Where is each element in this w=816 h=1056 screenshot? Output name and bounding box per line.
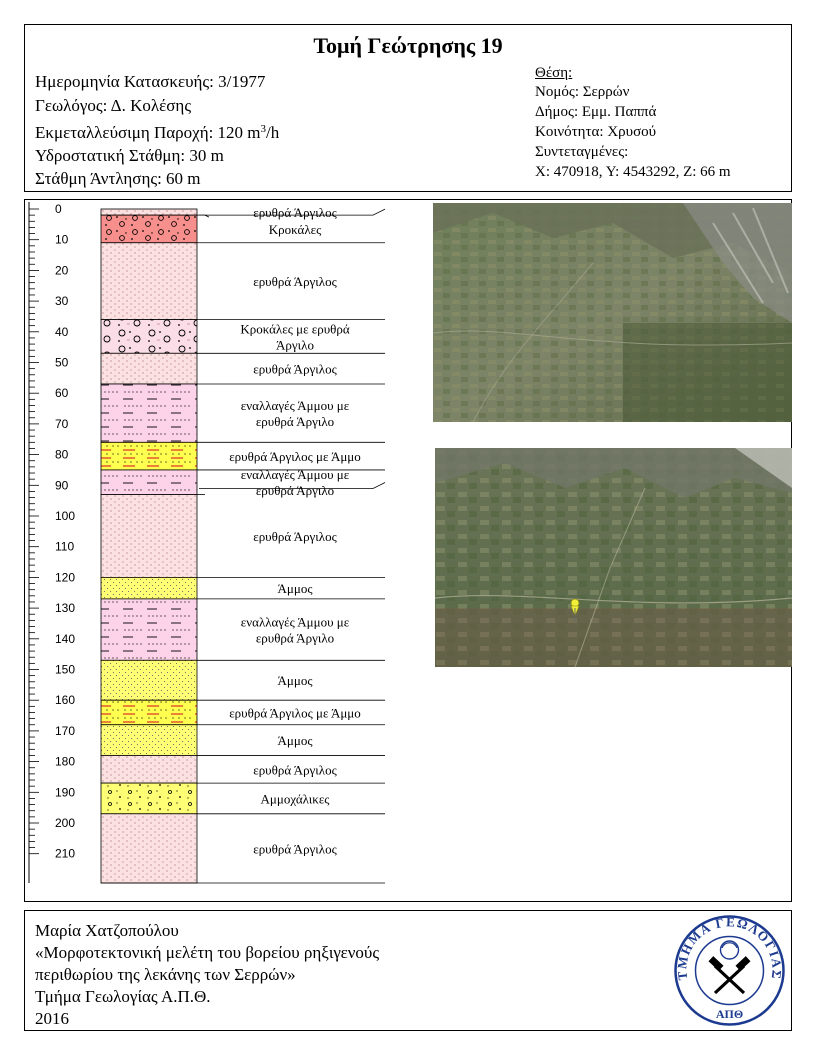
location-community: Κοινότητα: Χρυσού [535,124,657,140]
depth-tick-label: 0 [55,202,62,216]
location-heading: Θέση: [535,65,573,81]
stratum-label: ερυθρά Άργιλος [253,841,337,857]
location-prefecture: Νομός: Σερρών [535,84,630,100]
geologist: Γεωλόγος: Δ. Κολέσης [35,96,192,115]
stratum-label: ερυθρά Άργιλος [253,274,337,290]
construction-date: Ημερομηνία Κατασκευής: 3/1977 [35,72,266,91]
stratum-sand_clay [101,599,385,660]
stratum-label: ερυθρά Άργιλο [255,414,335,430]
depth-tick-label: 50 [55,355,69,370]
stratum-fill [101,814,197,883]
stratum-sand [101,660,385,700]
stratum-label: Άργιλο [276,337,314,353]
thesis-title-line2: περιθωρίου της λεκάνης των Σερρών» [35,965,296,984]
stratum-fill [101,755,197,783]
depth-tick-label: 20 [55,263,69,278]
stratum-label: ερυθρά Άργιλος [253,528,337,544]
stratum-fill [101,243,197,320]
stratum-label: ερυθρά Άργιλο [255,630,335,646]
stratum-fill [101,470,197,495]
stratum-clay_sand [101,442,385,470]
depth-tick-label: 100 [55,509,76,523]
stratum-fill [101,320,197,354]
stratum-fill [101,384,197,442]
stratum-clay [101,814,385,883]
stratum-fill [101,700,197,725]
satellite-map-local [435,448,792,667]
stratum-clay [101,755,385,783]
stratum-label: Άμμος [277,581,313,597]
depth-tick-label: 190 [55,785,76,800]
stratum-clay [101,243,385,320]
stratum-label: εναλλαγές Άμμου με [240,398,350,414]
location-municipality: Δήμος: Εμμ. Παππά [535,104,657,120]
depth-tick-label: 70 [55,416,69,431]
depth-tick-label: 160 [55,693,76,708]
stratum-label: ερυθρά Άργιλος με Άμμο [229,705,361,721]
stratum-label: ερυθρά Άργιλο [255,483,335,499]
depth-tick-label: 180 [55,754,76,769]
thesis-title-line1: «Μορφοτεκτονική μελέτη του βορείου ρηξιγενούς [35,943,380,962]
stratum-fill [101,495,197,578]
stratum-label: εναλλαγές Άμμου με [240,467,350,483]
seal-ring-text: ΤΜΗΜΑ ΓΕΩΛΟΓΙΑΣ [674,914,785,982]
yield [35,123,279,143]
stratum-label: Άμμος [277,673,313,689]
seal-bottom-text: ΑΠΘ [715,1007,744,1021]
depth-tick-label: 90 [55,478,69,493]
depth-tick-label: 170 [55,723,76,738]
stratum-clay [101,495,385,578]
department-seal-logo [673,914,786,1027]
stratum-sand_clay [101,467,385,498]
depth-tick-label: 200 [55,816,76,830]
depth-tick-label: 140 [55,631,76,646]
depth-tick-label: 60 [55,386,69,401]
satellite-map-regional-image [433,203,792,422]
pump-level: Στάθμη Άντλησης: 60 m [35,169,201,188]
stratum-label: Κροκάλες με ερυθρά [240,321,350,337]
depth-tick-label: 40 [55,324,69,339]
stratum-fill [101,209,197,215]
strata-column [101,205,385,883]
stratum-clay_sand [101,700,385,725]
stratum-clay [101,353,385,384]
depth-tick-label: 10 [55,232,69,247]
author: Μαρία Χατζοπούλου [35,921,179,940]
depth-tick-label: 120 [55,570,76,585]
stratum-label: ερυθρά Άργιλος [253,762,337,778]
depth-tick-label: 150 [55,662,76,677]
depth-tick-label: 130 [55,601,76,616]
stratum-fill [101,725,197,756]
stratum-sand_clay [101,384,385,442]
depth-axis [29,202,75,883]
footer-panel [24,910,792,1031]
stratum-fill [101,660,197,700]
stratum-label: εναλλαγές Άμμου με [240,614,350,630]
year: 2016 [35,1009,69,1028]
depth-tick-label: 110 [55,539,75,554]
stratum-label: Αμμοχάλικες [260,791,330,807]
satellite-map-local-image [435,448,792,667]
department: Τμήμα Γεωλογίας Α.Π.Θ. [35,987,211,1006]
borehole-log-panel [24,199,792,902]
stratum-sand [101,577,385,598]
stratum-fill [101,577,197,598]
stratum-label: Άμμος [277,733,313,749]
stratum-label: ερυθρά Άργιλος [253,361,337,377]
stratum-label: Κροκάλες [268,221,322,237]
yield-suffix: /h [266,123,280,142]
stratum-fill [101,442,197,470]
location-coords-label: Συντεταγμένες: [535,144,629,160]
stratum-pebbles [101,215,385,243]
depth-tick-label: 210 [55,846,76,861]
header-panel [24,24,792,192]
stratum-sand [101,725,385,756]
depth-tick-label: 80 [55,447,69,462]
stratum-fill [101,353,197,384]
stratum-label: ερυθρά Άργιλος [253,205,337,220]
yield-exponent: 3 [260,123,267,135]
page-title: Τομή Γεώτρησης 19 [313,33,503,58]
stratum-label: ερυθρά Άργιλος με Άμμο [229,449,361,465]
yield-prefix: Εκμεταλλεύσιμη Παροχή: 120 m [35,123,261,142]
stratum-fill [101,783,197,814]
satellite-map-regional [433,203,792,422]
depth-tick-label: 30 [55,294,69,309]
location-coords: X: 470918, Y: 4543292, Z: 66 m [535,164,731,180]
stratum-pebbles_clay [101,320,385,354]
stratum-fill [101,599,197,660]
stratum-fill [101,215,197,243]
static-level: Υδροστατική Στάθμη: 30 m [35,146,224,165]
stratum-gravel_sand [101,783,385,814]
